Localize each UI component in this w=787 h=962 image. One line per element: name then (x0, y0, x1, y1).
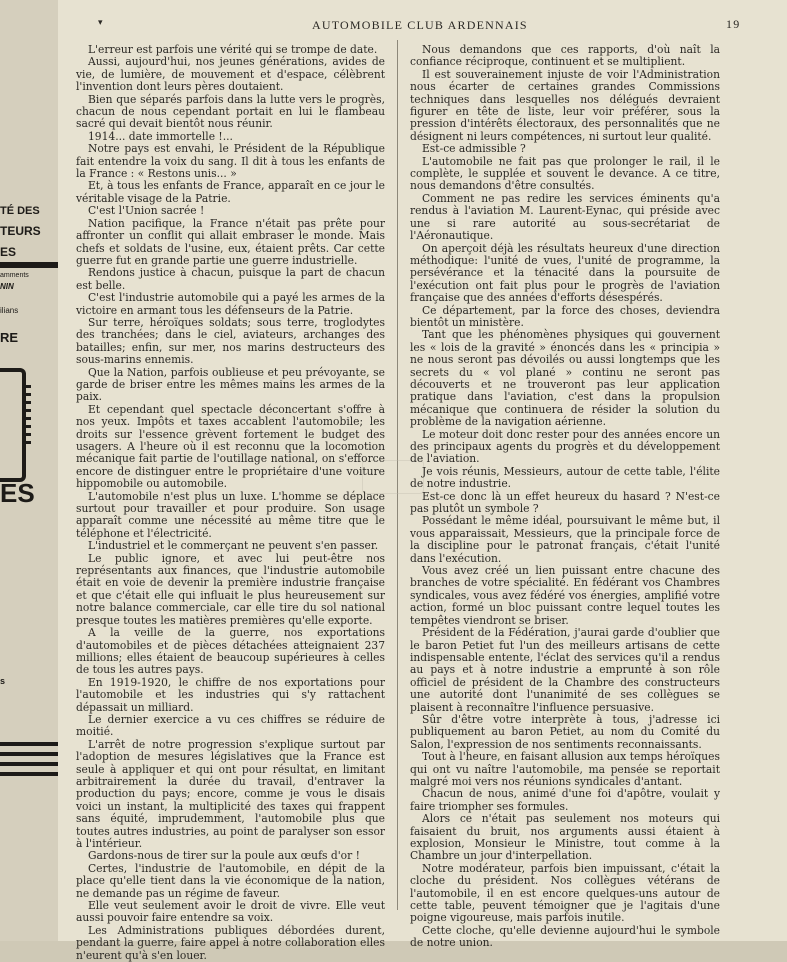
paragraph: Que la Nation, parfois oublieuse et peu prévoyante, se garde de briser entre les mêmes mains les armes de la paix. (76, 365, 385, 404)
paragraph: On aperçoit déjà les résultats heureux d'une direction méthodique: l'unité de vues, l'unité de programme, la persévérance et la ténacité dans la poursuite de l'exécution ont fait plus pour le progrès de l'aviation française que des années d'efforts désespérés. (410, 241, 720, 305)
paragraph: L'industriel et le commerçant ne peuvent s'en passer. (88, 539, 379, 553)
paragraph: Possédant le même idéal, poursuivant le même but, il vous apparaissait, Messieurs, que la principale force de la discipline pour le patronat français, c'était l'unité dans l'exécution. (410, 514, 720, 565)
paragraph: Nous demandons que ces rapports, d'où naît la confiance réciproque, continuent et se multiplient. (410, 43, 720, 69)
paragraph: L'arrêt de notre progression s'explique surtout par l'adoption de mesures législatives que la France est seule à appliquer et qui ont pour résultat, en limitant arbitrairement la durée du travail, d'entraver la production du pays; encore, comme je vous le disais voici un instant, la multiplicité des taxes qui frappent sans équité, imprudemment, l'automobile plus que toutes autres industries, au point de paralyser son essor à l'intérieur. (76, 737, 385, 850)
paragraph: En 1919-1920, le chiffre de nos exportations pour l'automobile et les industries qui s'y rattachent dépassait un milliard. (76, 675, 385, 714)
strip-tick (26, 385, 31, 388)
paragraph: Ce département, par la force des choses, deviendra bientôt un ministère. (410, 303, 720, 329)
strip-rule (0, 752, 58, 756)
strip-text: NIN (0, 282, 14, 291)
paragraph: Chacun de nous, animé d'une foi d'apôtre, voulait y faire triompher ses formules. (410, 787, 720, 813)
strip-tick (26, 401, 31, 404)
paragraph: Il est souverainement injuste de voir l'Administration nous écarter de certaines grandes Commissions techniques dans lesquelles nos délégués devraient figurer en tête de liste, leur voir préférer, sous la pression d'intérêts électoraux, des personnalités que ne désignent ni leurs compétences, ni surtout leur qualité. (410, 67, 720, 143)
strip-text: s (0, 676, 6, 686)
strip-tick (26, 417, 31, 420)
paragraph: Vous avez créé un lien puissant entre chacune des branches de votre spécialité. En fédérant vos Chambres syndicales, vous avez fédéré vos énergies, amplifié votre action, formé un bloc puissant contre lequel toutes les tempêtes viendront se briser. (410, 564, 720, 627)
paragraph: Certes, l'industrie de l'automobile, en dépit de la place qu'elle tient dans la vie économique de la nation, ne demande pas un régime de faveur. (76, 861, 385, 900)
column-right (410, 43, 720, 950)
paragraph: L'automobile ne fait pas que prolonger le rail, il le complète, le supplée et souvent le devance. A ce titre, nous demandons d'être consultés. (410, 154, 720, 193)
paragraph: Le public ignore, et avec lui peut-être nos représentants aux finances, que l'industrie automobile était en voie de devenir la première industrie française et que c'était elle qui influait le plus heureusement sur notre balance commerciale, car elle tire du sol national presque toutes les matières premières qu'elle exporte. (76, 551, 385, 627)
paragraph: C'est l'Union sacrée ! (88, 204, 205, 218)
strip-text: ilians (0, 306, 19, 315)
page-number: 19 (726, 17, 741, 31)
paragraph: Elle veut seulement avoir le droit de vivre. Elle veut aussi pouvoir faire entendre sa voix. (76, 899, 385, 925)
strip-rule (0, 742, 58, 746)
strip-frame (0, 368, 26, 482)
paragraph: Rendons justice à chacun, puisque la part de chacun est belle. (76, 266, 385, 292)
paragraph: Aussi, aujourd'hui, nos jeunes générations, avides de vie, de lumière, de mouvement et d'espace, célèbrent l'invention dont leurs pères doutaient. (76, 55, 385, 94)
strip-tick (26, 441, 31, 444)
paragraph: Président de la Fédération, j'aurai garde d'oublier que le baron Petiet fut l'un des meilleurs artisans de cette indispensable entente, l'éclat des services qu'il a rendus au pays et à notre industrie a emprunté à son rôle officiel de président de la Chambre des constructeurs une autorité dont l'unanimité de ses collègues se plaisent à reconnaître l'influence persuasive. (410, 626, 720, 714)
paragraph: 1914... date immortelle !... (88, 129, 233, 143)
strip-tick (26, 433, 31, 436)
paragraph: Notre modérateur, parfois bien impuissant, c'était la cloche du président. Nos collègues vétérans de l'automobile, il en est encore quelques-uns autour de cette table, peuvent témoigner que je l'agitais d'une poigne vigoureuse, mais parfois inutile. (410, 861, 720, 925)
paragraph: C'est l'industrie automobile qui a payé les armes de la victoire en armant tous les défenseurs de la Patrie. (76, 291, 385, 317)
paragraph: Tout à l'heure, en faisant allusion aux temps héroïques qui ont vu naître l'automobile, ma pensée se reportait malgré moi vers nos réunions syndicales d'antant. (410, 750, 720, 788)
strip-rule (0, 262, 58, 268)
page-header (58, 14, 787, 32)
paragraph: Notre pays est envahi, le Président de la République fait entendre la voix du sang. Il dit à tous les enfants de la France : « Restons unis... » (76, 142, 385, 181)
paragraph: A la veille de la guerre, nos exportations d'automobiles et de pièces détachées atteignaient 237 millions; elles étaient de beaucoup supérieures à celles de tous les autres pays. (76, 626, 385, 677)
adjacent-page-strip (0, 0, 59, 941)
strip-text: ES (0, 245, 17, 259)
paragraph: Est-ce admissible ? (422, 142, 526, 156)
strip-text: amments (0, 272, 29, 279)
paragraph: L'automobile n'est plus un luxe. L'homme se déplace surtout pour travailler et pour produire. Son usage apparaît comme une nécessité au même titre que le téléphone et l'électricité. (76, 489, 385, 540)
column-left (76, 43, 385, 962)
strip-text: TEURS (0, 224, 41, 238)
paragraph: Cette cloche, qu'elle devienne aujourd'hui le symbole de notre union. (410, 923, 720, 950)
paragraph: Bien que séparés parfois dans la lutte vers le progrès, chacun de nous cependant portait en lui le flambeau sacré qui devait bientôt nous réunir. (76, 92, 385, 131)
strip-tick (26, 425, 31, 428)
paragraph: Et cependant quel spectacle déconcertant s'offre à nos yeux. Impôts et taxes accablent l'automobile; les droits sur l'essence grèvent fortement le budget des usagers. A l'heure où il est reconnu que la locomotion mécanique fait partie de l'outillage national, on s'efforce encore de distinguer entre le propriétaire d'une voiture hippomobile ou automobile. (76, 402, 385, 491)
header-mark: ▾ (98, 17, 104, 27)
paragraph: Sûr d'être votre interprète à tous, j'adresse ici publiquement au baron Petiet, au nom du Comité du Salon, l'expression de nos sentiments reconnaissants. (410, 712, 720, 751)
strip-tick (26, 409, 31, 412)
strip-text: TÉ DES (0, 205, 40, 217)
paragraph: Est-ce donc là un effet heureux du hasard ? N'est-ce pas plutôt un symbole ? (410, 489, 720, 516)
paragraph: Gardons-nous de tirer sur la poule aux œufs d'or ! (88, 849, 360, 863)
paragraph: Les Administrations publiques débordées durent, pendant la guerre, faire appel à notre collaboration elles n'eurent qu'à s'en louer. (76, 923, 385, 962)
strip-rule (0, 762, 58, 766)
paragraph: Je vois réunis, Messieurs, autour de cette table, l'élite de notre industrie. (410, 464, 720, 491)
paragraph: Le moteur doit donc rester pour des années encore un des principaux agents du progrès et du développement de l'aviation. (410, 427, 720, 466)
paragraph: Comment ne pas redire les services éminents qu'a rendus à l'aviation M. Laurent-Eynac, qui préside avec une si rare autorité au sous-secrétariat de l'Aéronautique. (410, 191, 720, 243)
paragraph: Nation pacifique, la France n'était pas prête pour affronter un conflit qui allait embraser le monde. Mais chefs et soldats de l'usine, eux, étaient prêts. Car cette guerre fut en grande partie une guerre industrielle. (76, 216, 385, 267)
paragraph: Sur terre, héroïques soldats; sous terre, troglodytes des tranchées; dans le ciel, aviateurs, archanges des batailles; enfin, sur mer, nos marins destructeurs des sous-marins ennemis. (76, 315, 385, 367)
strip-rule (0, 772, 58, 776)
strip-text: ES (0, 478, 35, 508)
paragraph: L'erreur est parfois une vérité qui se trompe de date. (88, 43, 378, 56)
paragraph: Tant que les phénomènes physiques qui gouvernent les « lois de la gravité » énoncés dans les « principia » ne nous seront pas dévoilés ou aussi longtemps que les secrets du « vol plané » continu ne seront pas découverts et ne trouveront pas leur application pratique dans l'aviation, c'est dans la propulsion mécanique que continuera de résider la solution du problème de la navigation aérienne. (410, 328, 720, 429)
paragraph: Le dernier exercice a vu ces chiffres se réduire de moitié. (76, 712, 385, 739)
paragraph: Alors ce n'était pas seulement nos moteurs qui faisaient du bruit, nos arguments aussi étaient à explosion, Monsieur le Ministre, tout comme à la Chambre un jour d'interpellation. (410, 812, 720, 863)
paragraph: Et, à tous les enfants de France, apparaît en ce jour le véritable visage de la Patrie. (76, 179, 385, 205)
strip-tick (26, 393, 31, 396)
strip-text: RE (0, 330, 19, 345)
running-title: AUTOMOBILE CLUB ARDENNAIS (312, 18, 528, 32)
